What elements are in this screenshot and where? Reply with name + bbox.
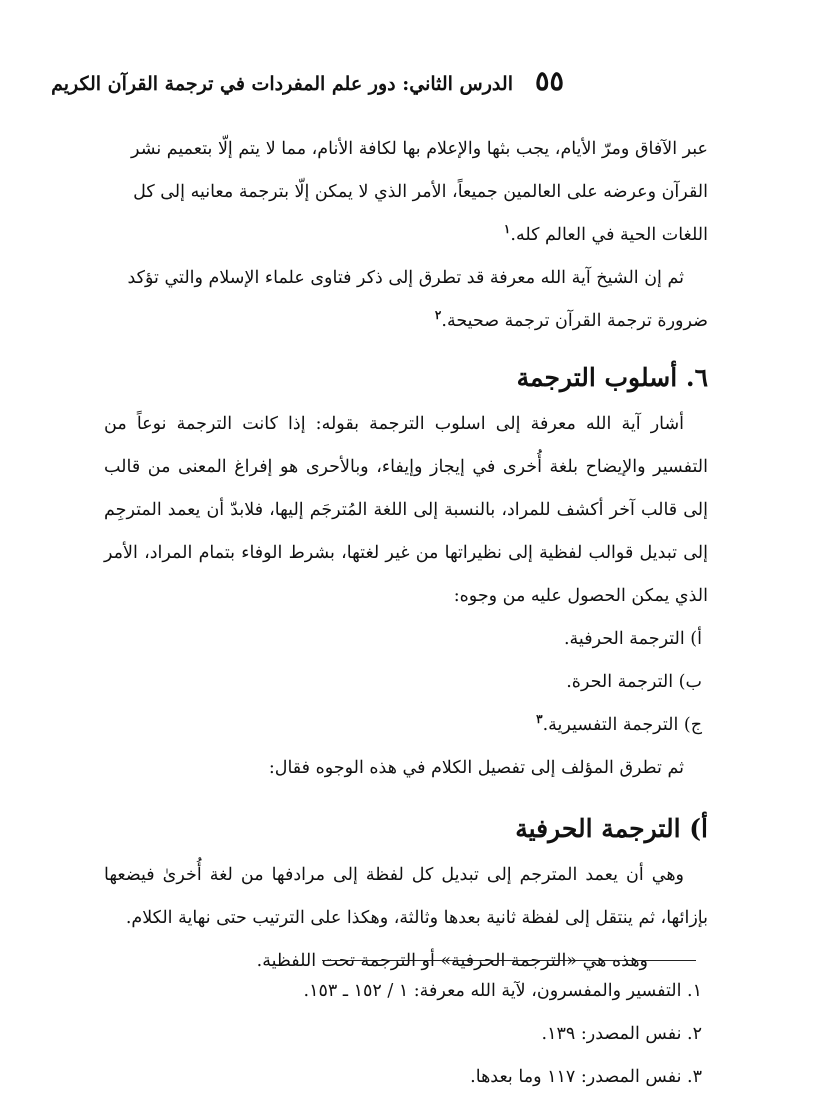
paragraph: وهذه هي «الترجمة الحرفية» أو الترجمة تحت اللفظية. <box>256 951 648 971</box>
running-title: الدرس الثاني: دور علم المفردات في ترجمة القرآن الكريم <box>51 73 513 95</box>
footnotes <box>272 970 702 1099</box>
footnote: ٣. نفس المصدر: ١١٧ وما بعدها. <box>470 1067 702 1087</box>
paragraph: ثم تطرق المؤلف إلى تفصيل الكلام في هذه الوجوه فقال: <box>268 758 684 778</box>
paragraph: أشار آية الله معرفة إلى اسلوب الترجمة بقوله: إذا كانت الترجمة نوعاً من التفسير والإيضاح بلغة أُخرى في إيجاز وإيفاء، وبالأحرى هو إفراغ المعنى من قالب إلى قالب آخر أكشف للمراد، بالنسبة إلى اللغة المُترجَم إليها، فلابدّ أن يعمد المترجِم إلى تبديل قوالب لفظية إلى نظيراتها من غير لغتها، بشرط الوفاء بتمام المراد، الأمر الذي يمكن الحصول عليه من وجوه: <box>104 414 708 606</box>
list-item: أ) الترجمة الحرفية. <box>563 629 702 649</box>
subsection-heading: أ) الترجمة الحرفية <box>515 814 708 843</box>
paragraph: عبر الآفاق ومرّ الأيام، يجب بثها والإعلام بها لكافة الأنام، مما لا يتم إلّا بتعميم نشر القرآن وعرضه على العالمين جميعاً، الأمر الذي لا يمكن إلّا بترجمة معانيه إلى كل اللغات الحية في العالم كله.$^١$ <box>131 139 708 245</box>
footnote: ٢. نفس المصدر: ١٣٩. <box>541 1024 702 1044</box>
paragraph: ثم إن الشيخ آية الله معرفة قد تطرق إلى ذكر فتاوى علماء الإسلام والتي تؤكد ضرورة ترجمة القرآن ترجمة صحيحة.$^٢$ <box>127 268 708 331</box>
paragraph: وهي أن يعمد المترجم إلى تبديل كل لفظة إلى مرادفها من لغة أُخرىٰ فيضعها بإزائها، ثم ينتقل إلى لفظة ثانية بعدها وثالثة، وهكذا على الترتيب حتى نهاية الكلام. <box>104 865 708 928</box>
list-item: ب) الترجمة الحرة. <box>566 672 702 692</box>
footnote-ref: ٣ <box>536 712 543 727</box>
method-list <box>104 618 708 747</box>
footnote: ١. التفسير والمفسرون، لآية الله معرفة: ١ / ١٥٢ ـ ١٥٣. <box>303 981 702 1001</box>
page-body <box>104 128 708 983</box>
footnote-ref: ١ <box>503 222 511 237</box>
page-header <box>51 66 564 97</box>
section-heading: ٦. أسلوب الترجمة <box>516 363 708 392</box>
footnote-divider <box>322 960 696 961</box>
footnote-ref: ٢ <box>434 308 442 323</box>
page-number: ٥٥ <box>534 66 564 97</box>
list-item: ج) الترجمة التفسيرية.$^٣$ <box>536 712 702 735</box>
